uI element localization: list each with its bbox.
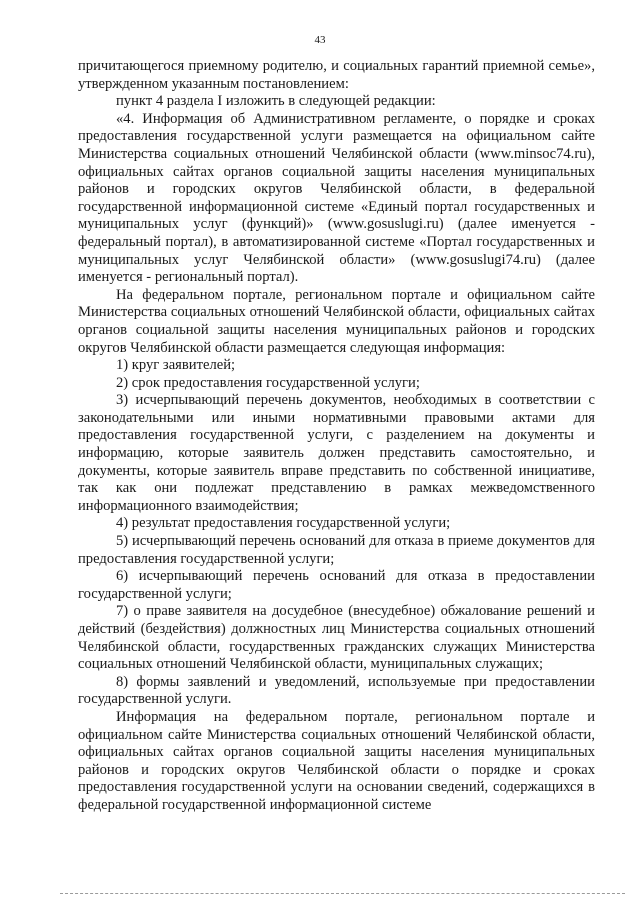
document-body xyxy=(78,58,595,815)
paragraph-4: На федеральном портале, региональном портале и официальном сайте Министерства социальных отношений Челябинской области, официальных сайтах органов социальной защиты населения муниципальных районов и городских округов Челябинской области размещается следующая информация: xyxy=(78,286,595,356)
list-item-1: 1) круг заявителей; xyxy=(116,357,236,374)
list-item-6: 6) исчерпывающий перечень оснований для отказа в предоставлении государственной услуги; xyxy=(78,568,595,602)
list-item-7: 7) о праве заявителя на досудебное (внесудебное) обжалование решений и действий (бездействия) должностных лиц Министерства социальных отношений Челябинской области, государственных гражданских служащих Министерства социальных отношений Челябинской области, муниципальных служащих; xyxy=(78,603,595,673)
page-number: 43 xyxy=(314,34,326,46)
list-item-3: 3) исчерпывающий перечень документов, необходимых в соответствии с законодательными или иными нормативными правовыми актами для предоставления государственной услуги, с разделением на документы и информацию, которые заявитель должен представить самостоятельно, и документы, которые заявитель вправе представить по собственной инициативе, так как они подлежат представлению в рамках межведомственного информационного взаимодействия; xyxy=(78,392,595,514)
list-item-4: 4) результат предоставления государственной услуги; xyxy=(116,515,451,532)
list-item-2: 2) срок предоставления государственной услуги; xyxy=(116,374,420,391)
paragraph-1: причитающегося приемному родителю, и социальных гарантий приемной семье», утвержденном указанным постановлением: xyxy=(78,58,595,92)
list-item-8: 8) формы заявлений и уведомлений, используемые при предоставлении государственной услуги. xyxy=(78,673,595,708)
list-item-5: 5) исчерпывающий перечень оснований для отказа в приеме документов для предоставления государственной услуги; xyxy=(78,533,595,567)
paragraph-final: Информация на федеральном портале, региональном портале и официальном сайте Министерства социальных отношений Челябинской области, официальных сайтах органов социальной защиты населения муниципальных районов и городских округов Челябинской области о порядке и сроках предоставления государственной услуги на основании сведений, содержащихся в федеральной государственной информационной системе xyxy=(78,708,595,813)
paragraph-2: пункт 4 раздела I изложить в следующей редакции: xyxy=(116,93,436,110)
page-bottom-edge xyxy=(60,893,625,894)
paragraph-3: «4. Информация об Административном регламенте, о порядке и сроках предоставления государственной услуги размещается на официальном сайте Министерства социальных отношений Челябинской области (www.minsoc74.ru), официальных сайтах органов социальной защиты населения муниципальных районов и городских округов Челябинской области, в федеральной государственной информационной системе «Единый портал государственных и муниципальных услуг (функций)» (www.gosuslugi.ru) (далее именуется - федеральный портал), в автоматизированной системе «Портал государственных и муниципальных услуг Челябинской области» (www.gosuslugi74.ru) (далее именуется - региональный портал). xyxy=(78,110,595,286)
